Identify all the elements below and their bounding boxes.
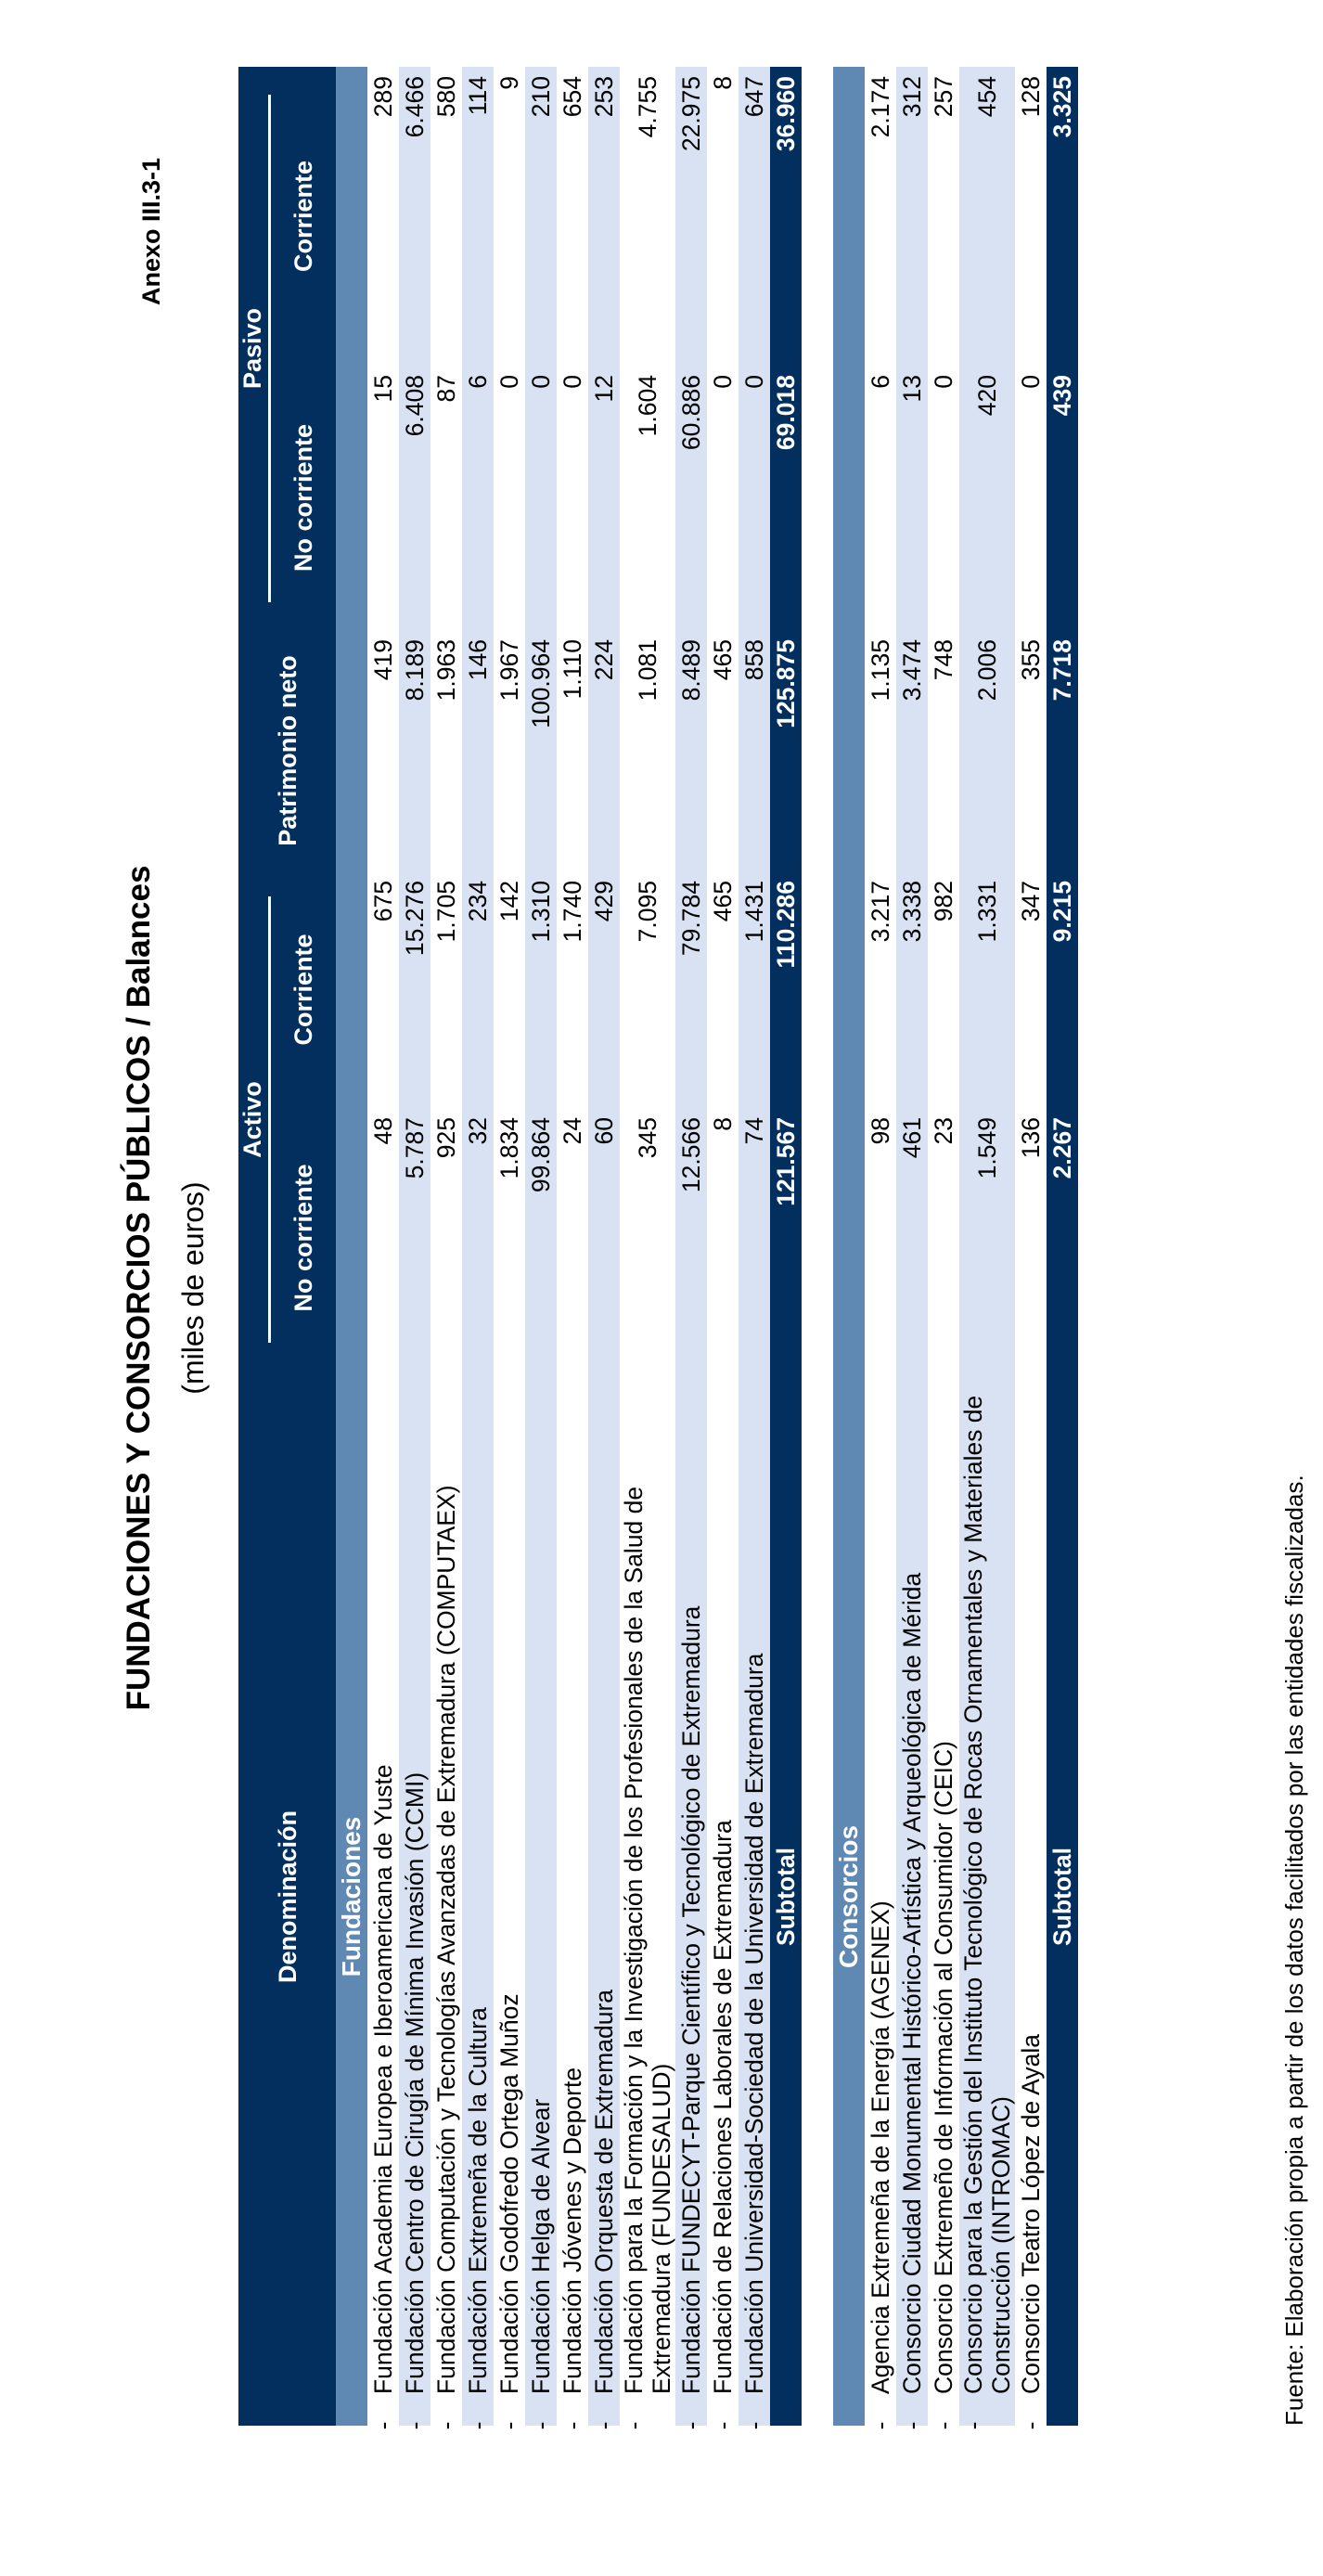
- bullet-dash: -: [709, 2421, 737, 2430]
- value-cell-pc: 580: [430, 67, 462, 366]
- table-row: [557, 67, 588, 2426]
- entity-name-cell: [707, 1368, 739, 2430]
- bullet-dash: -: [930, 2421, 957, 2430]
- subtotal-value-ac: 110.286: [770, 871, 802, 1108]
- value-cell-pn: 419: [367, 630, 399, 871]
- value-cell-ac: 1.705: [430, 871, 462, 1108]
- entity-name-wrap: [677, 1373, 705, 2430]
- value-cell-pnc: 0: [1015, 366, 1047, 630]
- value-cell-pn: 355: [1015, 630, 1047, 871]
- entity-name-wrap: [527, 1373, 555, 2430]
- value-cell-pn: 465: [707, 630, 739, 871]
- entity-name-wrap: [495, 1373, 523, 2430]
- entity-name-cell: [367, 1368, 399, 2430]
- value-cell-pnc: 12: [588, 366, 620, 630]
- value-cell-pnc: 0: [494, 366, 525, 630]
- value-cell-pc: 654: [557, 67, 588, 366]
- value-cell-pc: 22.975: [675, 67, 707, 366]
- value-cell-anc: 461: [896, 1108, 928, 1368]
- bullet-dash: -: [898, 2421, 926, 2430]
- entity-name: Fundación Orquesta de Extremadura: [590, 1989, 618, 2394]
- value-cell-anc: 136: [1015, 1108, 1047, 1368]
- bullet-dash: -: [590, 2421, 618, 2430]
- entity-name-cell: [588, 1368, 620, 2430]
- value-cell-pn: 8.489: [675, 630, 707, 871]
- table-row: [525, 67, 557, 2426]
- bullet-dash: -: [740, 2421, 768, 2430]
- value-cell-anc: 32: [462, 1108, 494, 1368]
- value-cell-ac: 465: [707, 871, 739, 1108]
- entity-name-wrap: [709, 1373, 737, 2430]
- bullet-dash: -: [620, 2421, 648, 2430]
- value-cell-pc: 9: [494, 67, 525, 366]
- value-cell-anc: 5.787: [399, 1108, 430, 1368]
- value-cell-ac: 1.331: [959, 871, 1015, 1108]
- header-activo-no-corriente: No corriente: [271, 1108, 336, 1368]
- header-group-row: [238, 67, 271, 2426]
- value-cell-ac: 982: [928, 871, 959, 1108]
- value-cell-anc: 99.864: [525, 1108, 557, 1368]
- entity-name-cell: [928, 1368, 959, 2430]
- table-row: [494, 67, 525, 2426]
- entity-name-wrap: [1017, 1373, 1045, 2430]
- value-cell-anc: 8: [707, 1108, 739, 1368]
- subtotal-value-pnc: 439: [1047, 366, 1078, 630]
- entity-name-wrap: [898, 1373, 926, 2430]
- table-row: [430, 67, 462, 2426]
- entity-name: Fundación Godofredo Ortega Muñoz: [495, 1993, 523, 2394]
- annex-label: Anexo III.3-1: [137, 158, 165, 306]
- subtotal-value-anc: 121.567: [770, 1108, 802, 1368]
- bullet-dash: -: [401, 2421, 429, 2430]
- value-cell-pnc: 6.408: [399, 366, 430, 630]
- section-header-row: [336, 67, 367, 2426]
- value-cell-pc: 253: [588, 67, 620, 366]
- section-label: Fundaciones: [336, 1368, 367, 2426]
- entity-name-wrap: [590, 1373, 618, 2430]
- value-cell-pnc: 420: [959, 366, 1015, 630]
- bullet-dash: -: [1017, 2421, 1045, 2430]
- value-cell-pnc: 0: [557, 366, 588, 630]
- value-cell-pc: 454: [959, 67, 1015, 366]
- value-cell-pc: 114: [462, 67, 494, 366]
- entity-name: Fundación Universidad-Sociedad de la Universidad de Extremadura: [740, 1653, 768, 2394]
- entity-name: Fundación FUNDECYT-Parque Científico y Tecnológico de Extremadura: [677, 1605, 705, 2394]
- value-cell-anc: 74: [739, 1108, 770, 1368]
- value-cell-pnc: 1.604: [620, 366, 675, 630]
- balances-table: [238, 67, 1078, 2430]
- value-cell-ac: 7.095: [620, 871, 675, 1108]
- entity-name: Fundación Extremeña de la Cultura: [464, 2007, 492, 2394]
- value-cell-pc: 2.174: [865, 67, 896, 366]
- value-cell-pn: 748: [928, 630, 959, 871]
- value-cell-pc: 289: [367, 67, 399, 366]
- entity-name-cell: [620, 1368, 675, 2430]
- value-cell-pn: 1.967: [494, 630, 525, 871]
- section-header-fill: [336, 67, 367, 1368]
- value-cell-pnc: 15: [367, 366, 399, 630]
- value-cell-pn: 146: [462, 630, 494, 871]
- subtotal-value-pn: 125.875: [770, 630, 802, 871]
- entity-name-wrap: [369, 1373, 397, 2430]
- value-cell-ac: 429: [588, 871, 620, 1108]
- entity-name: Consorcio Extremeño de Información al Consumidor (CEIC): [930, 1741, 957, 2394]
- subtotal-row: [770, 67, 802, 2426]
- header-pasivo-corriente: Corriente: [271, 67, 336, 366]
- entity-name: Fundación de Relaciones Laborales de Extremadura: [709, 1820, 737, 2394]
- header-pasivo-no-corriente: No corriente: [271, 366, 336, 630]
- value-cell-anc: 60: [588, 1108, 620, 1368]
- value-cell-ac: 3.338: [896, 871, 928, 1108]
- table-row: [588, 67, 620, 2426]
- entity-name: Fundación Academia Europea e Iberoamericana de Yuste: [369, 1764, 397, 2394]
- value-cell-anc: 925: [430, 1108, 462, 1368]
- table-row: [399, 67, 430, 2426]
- value-cell-pc: 210: [525, 67, 557, 366]
- value-cell-pc: 257: [928, 67, 959, 366]
- entity-name: Consorcio Ciudad Monumental Histórico-Artística y Arqueológica de Mérida: [898, 1572, 926, 2394]
- page-subtitle: (miles de euros): [176, 1181, 210, 1395]
- value-cell-pn: 1.135: [865, 630, 896, 871]
- value-cell-ac: 347: [1015, 871, 1047, 1108]
- entity-name-cell: [739, 1368, 770, 2430]
- bullet-dash: -: [527, 2421, 555, 2430]
- value-cell-pnc: 13: [896, 366, 928, 630]
- entity-name-wrap: [464, 1373, 492, 2430]
- entity-name-cell: [959, 1368, 1015, 2430]
- bullet-dash: -: [432, 2421, 460, 2430]
- table-row: [959, 67, 1015, 2426]
- section-label: Consorcios: [833, 1368, 865, 2426]
- entity-name-cell: [865, 1368, 896, 2430]
- entity-name-wrap: [959, 1373, 1015, 2430]
- value-cell-ac: 1.431: [739, 871, 770, 1108]
- table-row: [707, 67, 739, 2426]
- entity-name-wrap: [401, 1373, 429, 2430]
- section-gap: [802, 67, 833, 2426]
- value-cell-anc: 345: [620, 1108, 675, 1368]
- entity-name-wrap: [930, 1373, 957, 2430]
- header-pasivo: [238, 67, 271, 630]
- table-row: [896, 67, 928, 2426]
- value-cell-anc: 24: [557, 1108, 588, 1368]
- header-pasivo-label: Pasivo: [238, 95, 271, 602]
- entity-name-cell: [675, 1368, 707, 2430]
- section-header-fill: [833, 67, 865, 1368]
- entity-name: Fundación para la Formación y la Investigación de los Profesionales de la Salud de Extremadura (FUNDESALUD): [620, 1486, 675, 2394]
- bullet-dash: -: [677, 2421, 705, 2430]
- value-cell-anc: 48: [367, 1108, 399, 1368]
- value-cell-ac: 3.217: [865, 871, 896, 1108]
- subtotal-value-pc: 3.325: [1047, 67, 1078, 366]
- value-cell-ac: 234: [462, 871, 494, 1108]
- entity-name-cell: [430, 1368, 462, 2430]
- entity-name: Fundación Centro de Cirugía de Mínima Invasión (CCMI): [401, 1771, 429, 2394]
- entity-name-cell: [1015, 1368, 1047, 2430]
- value-cell-pc: 312: [896, 67, 928, 366]
- value-cell-pnc: 6: [865, 366, 896, 630]
- value-cell-pn: 224: [588, 630, 620, 871]
- value-cell-pnc: 0: [739, 366, 770, 630]
- value-cell-pc: 6.466: [399, 67, 430, 366]
- section-header-row: [833, 67, 865, 2426]
- table-body: [336, 67, 1078, 2430]
- entity-name-wrap: [559, 1373, 586, 2430]
- value-cell-ac: 1.740: [557, 871, 588, 1108]
- value-cell-anc: 12.566: [675, 1108, 707, 1368]
- table-row: [367, 67, 399, 2426]
- entity-name-cell: [896, 1368, 928, 2430]
- subtotal-row: [1047, 67, 1078, 2426]
- bullet-dash: -: [867, 2421, 894, 2430]
- entity-name-wrap: [620, 1373, 675, 2430]
- bullet-dash: -: [559, 2421, 586, 2430]
- header-denominacion: Denominación: [238, 1368, 336, 2426]
- value-cell-anc: 23: [928, 1108, 959, 1368]
- entity-name: Consorcio Teatro López de Ayala: [1017, 2034, 1045, 2394]
- table-row: [739, 67, 770, 2426]
- source-note: Fuente: Elaboración propia a partir de los datos facilitados por las entidades fiscalizadas.: [1280, 1475, 1308, 2426]
- entity-name-wrap: [867, 1373, 894, 2430]
- page-title: FUNDACIONES Y CONSORCIOS PÚBLICOS / Balances: [121, 865, 157, 1711]
- value-cell-pc: 8: [707, 67, 739, 366]
- value-cell-pn: 100.964: [525, 630, 557, 871]
- header-patrimonio-neto: Patrimonio neto: [238, 630, 336, 871]
- value-cell-ac: 142: [494, 871, 525, 1108]
- value-cell-pnc: 6: [462, 366, 494, 630]
- bullet-dash: -: [464, 2421, 492, 2430]
- header-activo-corriente: Corriente: [271, 871, 336, 1108]
- value-cell-anc: 1.834: [494, 1108, 525, 1368]
- entity-name-wrap: [432, 1373, 460, 2430]
- table-row: [1015, 67, 1047, 2426]
- value-cell-pnc: 0: [525, 366, 557, 630]
- subtotal-value-anc: 2.267: [1047, 1108, 1078, 1368]
- value-cell-pc: 4.755: [620, 67, 675, 366]
- entity-name: Fundación Computación y Tecnologías Avanzadas de Extremadura (COMPUTAEX): [432, 1485, 460, 2394]
- table-row: [675, 67, 707, 2426]
- table-row: [462, 67, 494, 2426]
- value-cell-ac: 1.310: [525, 871, 557, 1108]
- table-row: [620, 67, 675, 2426]
- value-cell-ac: 79.784: [675, 871, 707, 1108]
- table-row: [865, 67, 896, 2426]
- value-cell-pnc: 60.886: [675, 366, 707, 630]
- bullet-dash: -: [959, 2421, 987, 2430]
- value-cell-ac: 675: [367, 871, 399, 1108]
- entity-name-cell: [462, 1368, 494, 2430]
- subtotal-value-ac: 9.215: [1047, 871, 1078, 1108]
- entity-name: Fundación Helga de Alvear: [527, 2098, 555, 2394]
- entity-name-cell: [557, 1368, 588, 2430]
- bullet-dash: -: [369, 2421, 397, 2430]
- value-cell-pnc: 0: [928, 366, 959, 630]
- header-activo-label: Activo: [238, 896, 271, 1343]
- subtotal-label: Subtotal: [1047, 1368, 1078, 2426]
- value-cell-pnc: 0: [707, 366, 739, 630]
- value-cell-pn: 3.474: [896, 630, 928, 871]
- entity-name-cell: [494, 1368, 525, 2430]
- value-cell-pn: 8.189: [399, 630, 430, 871]
- value-cell-pnc: 87: [430, 366, 462, 630]
- value-cell-pn: 1.963: [430, 630, 462, 871]
- entity-name-cell: [525, 1368, 557, 2430]
- table-row: [928, 67, 959, 2426]
- entity-name: Fundación Jóvenes y Deporte: [559, 2067, 586, 2394]
- subtotal-value-pc: 36.960: [770, 67, 802, 366]
- entity-name-wrap: [740, 1373, 768, 2430]
- entity-name-cell: [399, 1368, 430, 2430]
- gap-cell: [802, 67, 833, 2426]
- value-cell-ac: 15.276: [399, 871, 430, 1108]
- subtotal-value-pn: 7.718: [1047, 630, 1078, 871]
- value-cell-anc: 98: [865, 1108, 896, 1368]
- value-cell-pn: 1.110: [557, 630, 588, 871]
- subtotal-label: Subtotal: [770, 1368, 802, 2426]
- value-cell-anc: 1.549: [959, 1108, 1015, 1368]
- value-cell-pc: 128: [1015, 67, 1047, 366]
- header-activo: [238, 871, 271, 1368]
- bullet-dash: -: [495, 2421, 523, 2430]
- value-cell-pn: 858: [739, 630, 770, 871]
- value-cell-pn: 2.006: [959, 630, 1015, 871]
- value-cell-pn: 1.081: [620, 630, 675, 871]
- value-cell-pc: 647: [739, 67, 770, 366]
- entity-name: Agencia Extremeña de la Energía (AGENEX): [867, 1900, 894, 2394]
- entity-name: Consorcio para la Gestión del Instituto Tecnológico de Rocas Ornamentales y Materiales de Construcción (INTROMAC): [959, 1395, 1015, 2394]
- subtotal-value-pnc: 69.018: [770, 366, 802, 630]
